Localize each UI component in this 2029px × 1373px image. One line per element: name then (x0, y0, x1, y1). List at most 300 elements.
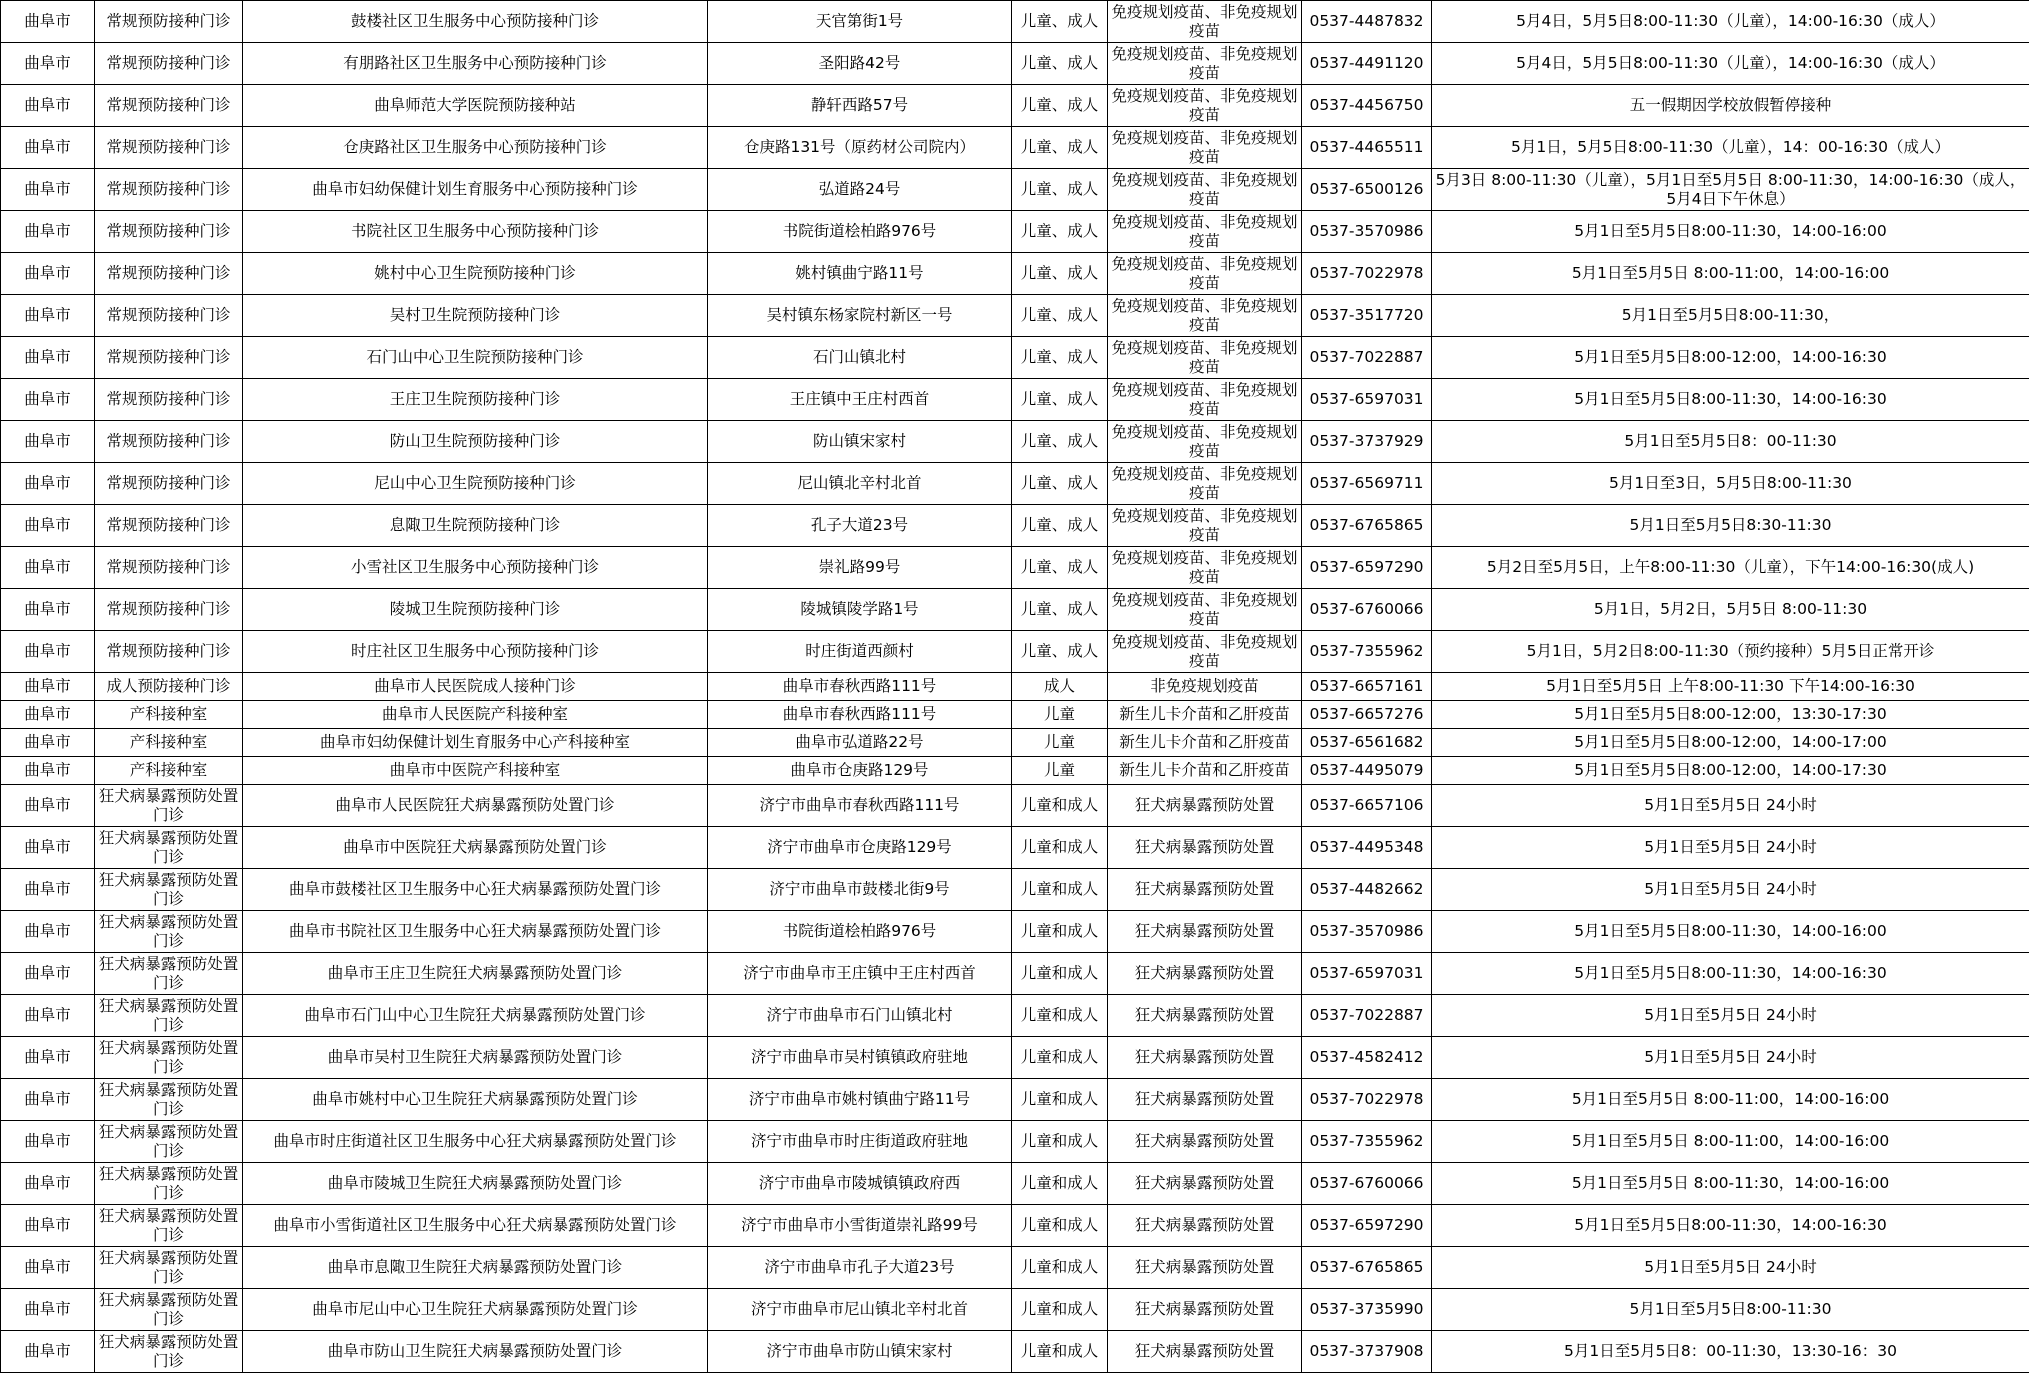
vaccine-type-cell: 免疫规划疫苗、非免疫规划疫苗 (1108, 589, 1302, 631)
clinic-name-cell: 曲阜市王庄卫生院狂犬病暴露预防处置门诊 (243, 953, 708, 995)
table-row (1, 1331, 2029, 1373)
city-cell: 曲阜市 (1, 295, 95, 337)
vaccine-type-cell: 狂犬病暴露预防处置 (1108, 869, 1302, 911)
target-group-cell: 儿童、成人 (1012, 1, 1108, 43)
hours-cell: 5月1日至5月5日8:00-12:00，13:30-17:30 (1432, 701, 2029, 729)
vaccine-type-cell: 免疫规划疫苗、非免疫规划疫苗 (1108, 505, 1302, 547)
phone-cell: 0537-4456750 (1302, 85, 1432, 127)
city-cell: 曲阜市 (1, 995, 95, 1037)
clinic-type-cell: 常规预防接种门诊 (95, 127, 243, 169)
clinic-name-cell: 吴村卫生院预防接种门诊 (243, 295, 708, 337)
address-cell: 静轩西路57号 (708, 85, 1012, 127)
clinic-type-cell: 狂犬病暴露预防处置门诊 (95, 1247, 243, 1289)
table-row (1, 589, 2029, 631)
address-cell: 仓庚路131号（原药材公司院内） (708, 127, 1012, 169)
clinic-name-cell: 曲阜市尼山中心卫生院狂犬病暴露预防处置门诊 (243, 1289, 708, 1331)
hours-cell: 5月1日至5月5日8:00-11:30 (1432, 1289, 2029, 1331)
clinic-name-cell: 曲阜市陵城卫生院狂犬病暴露预防处置门诊 (243, 1163, 708, 1205)
address-cell: 天官第街1号 (708, 1, 1012, 43)
clinic-name-cell: 曲阜市妇幼保健计划生育服务中心产科接种室 (243, 729, 708, 757)
clinic-name-cell: 曲阜市人民医院产科接种室 (243, 701, 708, 729)
city-cell: 曲阜市 (1, 1163, 95, 1205)
clinic-name-cell: 姚村中心卫生院预防接种门诊 (243, 253, 708, 295)
clinic-type-cell: 狂犬病暴露预防处置门诊 (95, 1037, 243, 1079)
table-row (1, 379, 2029, 421)
table-body (1, 1, 2029, 1373)
target-group-cell: 儿童和成人 (1012, 1205, 1108, 1247)
vaccine-type-cell: 狂犬病暴露预防处置 (1108, 995, 1302, 1037)
phone-cell: 0537-3570986 (1302, 911, 1432, 953)
hours-cell: 5月1日至5月5日8:00-11:30，14:00-16:30 (1432, 379, 2029, 421)
city-cell: 曲阜市 (1, 463, 95, 505)
phone-cell: 0537-6597290 (1302, 1205, 1432, 1247)
hours-cell: 5月3日 8:00-11:30（儿童），5月1日至5月5日 8:00-11:30，14:00-16:30（成人，5月4日下午休息） (1432, 169, 2029, 211)
phone-cell: 0537-7355962 (1302, 631, 1432, 673)
phone-cell: 0537-7022887 (1302, 337, 1432, 379)
vaccine-type-cell: 狂犬病暴露预防处置 (1108, 1163, 1302, 1205)
vaccine-type-cell: 免疫规划疫苗、非免疫规划疫苗 (1108, 85, 1302, 127)
city-cell: 曲阜市 (1, 729, 95, 757)
table-row (1, 1247, 2029, 1289)
phone-cell: 0537-6597290 (1302, 547, 1432, 589)
clinic-name-cell: 曲阜市吴村卫生院狂犬病暴露预防处置门诊 (243, 1037, 708, 1079)
target-group-cell: 儿童、成人 (1012, 127, 1108, 169)
clinic-type-cell: 狂犬病暴露预防处置门诊 (95, 1331, 243, 1373)
hours-cell: 5月1日至5月5日8:00-11:30，14:00-16:30 (1432, 1205, 2029, 1247)
address-cell: 圣阳路42号 (708, 43, 1012, 85)
phone-cell: 0537-6561682 (1302, 729, 1432, 757)
clinic-type-cell: 常规预防接种门诊 (95, 589, 243, 631)
table-row (1, 1163, 2029, 1205)
city-cell: 曲阜市 (1, 505, 95, 547)
hours-cell: 5月1日至5月5日 24小时 (1432, 869, 2029, 911)
hours-cell: 5月1日至5月5日8：00-11:30，13:30-16：30 (1432, 1331, 2029, 1373)
target-group-cell: 儿童和成人 (1012, 785, 1108, 827)
address-cell: 曲阜市弘道路22号 (708, 729, 1012, 757)
clinic-type-cell: 常规预防接种门诊 (95, 43, 243, 85)
hours-cell: 5月1日至5月5日8:00-12:00，14:00-17:30 (1432, 757, 2029, 785)
clinic-type-cell: 常规预防接种门诊 (95, 463, 243, 505)
hours-cell: 5月1日，5月2日，5月5日 8:00-11:30 (1432, 589, 2029, 631)
table-row (1, 869, 2029, 911)
table-row (1, 85, 2029, 127)
hours-cell: 5月1日至5月5日 上午8:00-11:30 下午14:00-16:30 (1432, 673, 2029, 701)
clinic-name-cell: 曲阜市小雪街道社区卫生服务中心狂犬病暴露预防处置门诊 (243, 1205, 708, 1247)
clinic-type-cell: 狂犬病暴露预防处置门诊 (95, 1205, 243, 1247)
target-group-cell: 儿童和成人 (1012, 953, 1108, 995)
phone-cell: 0537-7022978 (1302, 253, 1432, 295)
phone-cell: 0537-4491120 (1302, 43, 1432, 85)
city-cell: 曲阜市 (1, 421, 95, 463)
hours-cell: 5月1日至5月5日 8:00-11:00，14:00-16:00 (1432, 253, 2029, 295)
target-group-cell: 儿童和成人 (1012, 827, 1108, 869)
vaccine-type-cell: 免疫规划疫苗、非免疫规划疫苗 (1108, 337, 1302, 379)
phone-cell: 0537-3737908 (1302, 1331, 1432, 1373)
vaccine-type-cell: 狂犬病暴露预防处置 (1108, 785, 1302, 827)
target-group-cell: 儿童、成人 (1012, 505, 1108, 547)
hours-cell: 5月1日至5月5日 24小时 (1432, 995, 2029, 1037)
clinic-name-cell: 曲阜市中医院产科接种室 (243, 757, 708, 785)
address-cell: 王庄镇中王庄村西首 (708, 379, 1012, 421)
address-cell: 陵城镇陵学路1号 (708, 589, 1012, 631)
clinic-type-cell: 狂犬病暴露预防处置门诊 (95, 1121, 243, 1163)
target-group-cell: 儿童、成人 (1012, 85, 1108, 127)
clinic-name-cell: 曲阜市妇幼保健计划生育服务中心预防接种门诊 (243, 169, 708, 211)
clinic-type-cell: 狂犬病暴露预防处置门诊 (95, 995, 243, 1037)
hours-cell: 5月1日至5月5日 24小时 (1432, 827, 2029, 869)
table-row (1, 827, 2029, 869)
vaccine-type-cell: 免疫规划疫苗、非免疫规划疫苗 (1108, 43, 1302, 85)
address-cell: 曲阜市春秋西路111号 (708, 673, 1012, 701)
target-group-cell: 儿童、成人 (1012, 295, 1108, 337)
clinic-name-cell: 曲阜市防山卫生院狂犬病暴露预防处置门诊 (243, 1331, 708, 1373)
clinic-type-cell: 狂犬病暴露预防处置门诊 (95, 785, 243, 827)
vaccine-type-cell: 免疫规划疫苗、非免疫规划疫苗 (1108, 463, 1302, 505)
target-group-cell: 儿童和成人 (1012, 1079, 1108, 1121)
clinic-type-cell: 产科接种室 (95, 701, 243, 729)
address-cell: 防山镇宋家村 (708, 421, 1012, 463)
address-cell: 崇礼路99号 (708, 547, 1012, 589)
vaccine-type-cell: 免疫规划疫苗、非免疫规划疫苗 (1108, 547, 1302, 589)
phone-cell: 0537-4482662 (1302, 869, 1432, 911)
clinic-type-cell: 狂犬病暴露预防处置门诊 (95, 1079, 243, 1121)
address-cell: 济宁市曲阜市石门山镇北村 (708, 995, 1012, 1037)
vaccine-type-cell: 免疫规划疫苗、非免疫规划疫苗 (1108, 1, 1302, 43)
clinic-type-cell: 常规预防接种门诊 (95, 1, 243, 43)
target-group-cell: 儿童 (1012, 757, 1108, 785)
city-cell: 曲阜市 (1, 1205, 95, 1247)
clinic-name-cell: 小雪社区卫生服务中心预防接种门诊 (243, 547, 708, 589)
table-row (1, 463, 2029, 505)
vaccine-type-cell: 新生儿卡介苗和乙肝疫苗 (1108, 757, 1302, 785)
phone-cell: 0537-4582412 (1302, 1037, 1432, 1079)
hours-cell: 5月4日，5月5日8:00-11:30（儿童），14:00-16:30（成人） (1432, 1, 2029, 43)
clinic-name-cell: 曲阜市石门山中心卫生院狂犬病暴露预防处置门诊 (243, 995, 708, 1037)
target-group-cell: 儿童、成人 (1012, 547, 1108, 589)
target-group-cell: 儿童和成人 (1012, 1163, 1108, 1205)
city-cell: 曲阜市 (1, 631, 95, 673)
phone-cell: 0537-4465511 (1302, 127, 1432, 169)
clinic-type-cell: 常规预防接种门诊 (95, 379, 243, 421)
target-group-cell: 儿童、成人 (1012, 589, 1108, 631)
clinic-type-cell: 狂犬病暴露预防处置门诊 (95, 869, 243, 911)
phone-cell: 0537-6765865 (1302, 505, 1432, 547)
phone-cell: 0537-3737929 (1302, 421, 1432, 463)
target-group-cell: 儿童和成人 (1012, 1331, 1108, 1373)
phone-cell: 0537-3517720 (1302, 295, 1432, 337)
phone-cell: 0537-4495079 (1302, 757, 1432, 785)
clinic-name-cell: 石门山中心卫生院预防接种门诊 (243, 337, 708, 379)
vaccine-type-cell: 狂犬病暴露预防处置 (1108, 953, 1302, 995)
clinic-name-cell: 时庄社区卫生服务中心预防接种门诊 (243, 631, 708, 673)
phone-cell: 0537-3570986 (1302, 211, 1432, 253)
phone-cell: 0537-4487832 (1302, 1, 1432, 43)
target-group-cell: 儿童、成人 (1012, 43, 1108, 85)
hours-cell: 5月1日至5月5日 8:00-11:00，14:00-16:00 (1432, 1121, 2029, 1163)
vaccine-type-cell: 新生儿卡介苗和乙肝疫苗 (1108, 729, 1302, 757)
clinic-name-cell: 书院社区卫生服务中心预防接种门诊 (243, 211, 708, 253)
phone-cell: 0537-6760066 (1302, 1163, 1432, 1205)
vaccine-type-cell: 狂犬病暴露预防处置 (1108, 827, 1302, 869)
clinic-type-cell: 常规预防接种门诊 (95, 85, 243, 127)
target-group-cell: 儿童和成人 (1012, 869, 1108, 911)
target-group-cell: 儿童、成人 (1012, 337, 1108, 379)
clinic-type-cell: 狂犬病暴露预防处置门诊 (95, 1289, 243, 1331)
city-cell: 曲阜市 (1, 1247, 95, 1289)
target-group-cell: 儿童和成人 (1012, 1037, 1108, 1079)
hours-cell: 五一假期因学校放假暂停接种 (1432, 85, 2029, 127)
clinic-type-cell: 产科接种室 (95, 757, 243, 785)
city-cell: 曲阜市 (1, 85, 95, 127)
vaccine-type-cell: 免疫规划疫苗、非免疫规划疫苗 (1108, 253, 1302, 295)
target-group-cell: 儿童、成人 (1012, 253, 1108, 295)
hours-cell: 5月1日至5月5日8:00-12:00，14:00-16:30 (1432, 337, 2029, 379)
table-row (1, 547, 2029, 589)
target-group-cell: 儿童、成人 (1012, 421, 1108, 463)
city-cell: 曲阜市 (1, 1, 95, 43)
target-group-cell: 儿童 (1012, 701, 1108, 729)
address-cell: 姚村镇曲宁路11号 (708, 253, 1012, 295)
phone-cell: 0537-6500126 (1302, 169, 1432, 211)
city-cell: 曲阜市 (1, 337, 95, 379)
hours-cell: 5月1日至5月5日8:00-11:30， (1432, 295, 2029, 337)
address-cell: 济宁市曲阜市防山镇宋家村 (708, 1331, 1012, 1373)
clinic-name-cell: 曲阜市时庄街道社区卫生服务中心狂犬病暴露预防处置门诊 (243, 1121, 708, 1163)
address-cell: 孔子大道23号 (708, 505, 1012, 547)
clinic-type-cell: 常规预防接种门诊 (95, 631, 243, 673)
table-row (1, 995, 2029, 1037)
hours-cell: 5月1日，5月2日8:00-11:30（预约接种）5月5日正常开诊 (1432, 631, 2029, 673)
clinic-name-cell: 曲阜市姚村中心卫生院狂犬病暴露预防处置门诊 (243, 1079, 708, 1121)
address-cell: 时庄街道西颜村 (708, 631, 1012, 673)
phone-cell: 0537-6597031 (1302, 953, 1432, 995)
clinic-name-cell: 曲阜市书院社区卫生服务中心狂犬病暴露预防处置门诊 (243, 911, 708, 953)
city-cell: 曲阜市 (1, 827, 95, 869)
clinic-name-cell: 陵城卫生院预防接种门诊 (243, 589, 708, 631)
phone-cell: 0537-6760066 (1302, 589, 1432, 631)
city-cell: 曲阜市 (1, 953, 95, 995)
clinic-name-cell: 曲阜市中医院狂犬病暴露预防处置门诊 (243, 827, 708, 869)
clinic-name-cell: 王庄卫生院预防接种门诊 (243, 379, 708, 421)
city-cell: 曲阜市 (1, 1331, 95, 1373)
clinic-name-cell: 曲阜市息陬卫生院狂犬病暴露预防处置门诊 (243, 1247, 708, 1289)
target-group-cell: 儿童、成人 (1012, 379, 1108, 421)
vaccine-type-cell: 狂犬病暴露预防处置 (1108, 1331, 1302, 1373)
vaccine-type-cell: 免疫规划疫苗、非免疫规划疫苗 (1108, 379, 1302, 421)
address-cell: 书院街道桧柏路976号 (708, 911, 1012, 953)
phone-cell: 0537-6657276 (1302, 701, 1432, 729)
target-group-cell: 成人 (1012, 673, 1108, 701)
vaccine-type-cell: 狂犬病暴露预防处置 (1108, 1247, 1302, 1289)
table-row (1, 1037, 2029, 1079)
city-cell: 曲阜市 (1, 785, 95, 827)
phone-cell: 0537-7022978 (1302, 1079, 1432, 1121)
phone-cell: 0537-6569711 (1302, 463, 1432, 505)
table-row (1, 169, 2029, 211)
address-cell: 石门山镇北村 (708, 337, 1012, 379)
table-row (1, 1, 2029, 43)
table-row (1, 253, 2029, 295)
address-cell: 济宁市曲阜市春秋西路111号 (708, 785, 1012, 827)
address-cell: 书院街道桧柏路976号 (708, 211, 1012, 253)
table-row (1, 211, 2029, 253)
clinic-name-cell: 有朋路社区卫生服务中心预防接种门诊 (243, 43, 708, 85)
vaccine-type-cell: 狂犬病暴露预防处置 (1108, 1289, 1302, 1331)
table-row (1, 631, 2029, 673)
table-row (1, 953, 2029, 995)
target-group-cell: 儿童和成人 (1012, 911, 1108, 953)
city-cell: 曲阜市 (1, 1079, 95, 1121)
phone-cell: 0537-6657106 (1302, 785, 1432, 827)
vaccine-type-cell: 狂犬病暴露预防处置 (1108, 1121, 1302, 1163)
clinic-type-cell: 产科接种室 (95, 729, 243, 757)
address-cell: 济宁市曲阜市时庄街道政府驻地 (708, 1121, 1012, 1163)
table-row (1, 785, 2029, 827)
hours-cell: 5月1日至5月5日8:00-12:00，14:00-17:00 (1432, 729, 2029, 757)
target-group-cell: 儿童 (1012, 729, 1108, 757)
hours-cell: 5月4日，5月5日8:00-11:30（儿童），14:00-16:30（成人） (1432, 43, 2029, 85)
vaccine-type-cell: 免疫规划疫苗、非免疫规划疫苗 (1108, 631, 1302, 673)
city-cell: 曲阜市 (1, 547, 95, 589)
city-cell: 曲阜市 (1, 911, 95, 953)
table-row (1, 757, 2029, 785)
address-cell: 济宁市曲阜市鼓楼北街9号 (708, 869, 1012, 911)
city-cell: 曲阜市 (1, 379, 95, 421)
hours-cell: 5月1日至5月5日8：00-11:30 (1432, 421, 2029, 463)
table-row (1, 505, 2029, 547)
hours-cell: 5月1日至5月5日 24小时 (1432, 1247, 2029, 1289)
city-cell: 曲阜市 (1, 1121, 95, 1163)
clinic-type-cell: 常规预防接种门诊 (95, 169, 243, 211)
city-cell: 曲阜市 (1, 869, 95, 911)
clinic-name-cell: 尼山中心卫生院预防接种门诊 (243, 463, 708, 505)
address-cell: 济宁市曲阜市姚村镇曲宁路11号 (708, 1079, 1012, 1121)
hours-cell: 5月1日至5月5日8:00-11:30，14:00-16:00 (1432, 211, 2029, 253)
table-row (1, 127, 2029, 169)
table-row (1, 1289, 2029, 1331)
vaccine-type-cell: 狂犬病暴露预防处置 (1108, 911, 1302, 953)
target-group-cell: 儿童和成人 (1012, 1247, 1108, 1289)
clinic-name-cell: 息陬卫生院预防接种门诊 (243, 505, 708, 547)
target-group-cell: 儿童和成人 (1012, 995, 1108, 1037)
address-cell: 尼山镇北辛村北首 (708, 463, 1012, 505)
city-cell: 曲阜市 (1, 211, 95, 253)
address-cell: 济宁市曲阜市小雪街道崇礼路99号 (708, 1205, 1012, 1247)
address-cell: 济宁市曲阜市王庄镇中王庄村西首 (708, 953, 1012, 995)
hours-cell: 5月1日至5月5日8:30-11:30 (1432, 505, 2029, 547)
clinic-type-cell: 常规预防接种门诊 (95, 421, 243, 463)
table-row (1, 701, 2029, 729)
table-row (1, 1205, 2029, 1247)
city-cell: 曲阜市 (1, 1289, 95, 1331)
target-group-cell: 儿童、成人 (1012, 211, 1108, 253)
city-cell: 曲阜市 (1, 701, 95, 729)
phone-cell: 0537-6765865 (1302, 1247, 1432, 1289)
city-cell: 曲阜市 (1, 127, 95, 169)
clinic-type-cell: 狂犬病暴露预防处置门诊 (95, 953, 243, 995)
target-group-cell: 儿童和成人 (1012, 1289, 1108, 1331)
clinic-type-cell: 狂犬病暴露预防处置门诊 (95, 911, 243, 953)
vaccine-type-cell: 狂犬病暴露预防处置 (1108, 1079, 1302, 1121)
hours-cell: 5月1日至5月5日8:00-11:30，14:00-16:30 (1432, 953, 2029, 995)
table-row (1, 421, 2029, 463)
clinic-type-cell: 成人预防接种门诊 (95, 673, 243, 701)
address-cell: 济宁市曲阜市仓庚路129号 (708, 827, 1012, 869)
city-cell: 曲阜市 (1, 589, 95, 631)
hours-cell: 5月1日至5月5日 8:00-11:30，14:00-16:00 (1432, 1163, 2029, 1205)
table-row (1, 729, 2029, 757)
address-cell: 济宁市曲阜市孔子大道23号 (708, 1247, 1012, 1289)
address-cell: 济宁市曲阜市尼山镇北辛村北首 (708, 1289, 1012, 1331)
vaccine-type-cell: 免疫规划疫苗、非免疫规划疫苗 (1108, 295, 1302, 337)
clinic-name-cell: 防山卫生院预防接种门诊 (243, 421, 708, 463)
address-cell: 曲阜市春秋西路111号 (708, 701, 1012, 729)
city-cell: 曲阜市 (1, 169, 95, 211)
clinic-type-cell: 常规预防接种门诊 (95, 547, 243, 589)
clinic-type-cell: 常规预防接种门诊 (95, 505, 243, 547)
phone-cell: 0537-4495348 (1302, 827, 1432, 869)
vaccine-type-cell: 非免疫规划疫苗 (1108, 673, 1302, 701)
clinic-name-cell: 曲阜市人民医院狂犬病暴露预防处置门诊 (243, 785, 708, 827)
hours-cell: 5月1日至5月5日 24小时 (1432, 1037, 2029, 1079)
table-row (1, 295, 2029, 337)
phone-cell: 0537-6597031 (1302, 379, 1432, 421)
target-group-cell: 儿童、成人 (1012, 169, 1108, 211)
vaccine-type-cell: 免疫规划疫苗、非免疫规划疫苗 (1108, 211, 1302, 253)
vaccine-type-cell: 免疫规划疫苗、非免疫规划疫苗 (1108, 169, 1302, 211)
hours-cell: 5月1日至5月5日 24小时 (1432, 785, 2029, 827)
vaccine-type-cell: 新生儿卡介苗和乙肝疫苗 (1108, 701, 1302, 729)
table-row (1, 911, 2029, 953)
clinic-name-cell: 曲阜市鼓楼社区卫生服务中心狂犬病暴露预防处置门诊 (243, 869, 708, 911)
address-cell: 吴村镇东杨家院村新区一号 (708, 295, 1012, 337)
address-cell: 济宁市曲阜市陵城镇镇政府西 (708, 1163, 1012, 1205)
city-cell: 曲阜市 (1, 1037, 95, 1079)
table-row (1, 337, 2029, 379)
vaccine-type-cell: 狂犬病暴露预防处置 (1108, 1037, 1302, 1079)
target-group-cell: 儿童、成人 (1012, 631, 1108, 673)
clinic-name-cell: 曲阜市人民医院成人接种门诊 (243, 673, 708, 701)
city-cell: 曲阜市 (1, 757, 95, 785)
vaccine-type-cell: 免疫规划疫苗、非免疫规划疫苗 (1108, 421, 1302, 463)
table-row (1, 673, 2029, 701)
clinic-type-cell: 常规预防接种门诊 (95, 295, 243, 337)
vaccine-type-cell: 免疫规划疫苗、非免疫规划疫苗 (1108, 127, 1302, 169)
phone-cell: 0537-7355962 (1302, 1121, 1432, 1163)
clinic-type-cell: 常规预防接种门诊 (95, 211, 243, 253)
clinic-type-cell: 常规预防接种门诊 (95, 337, 243, 379)
clinic-type-cell: 狂犬病暴露预防处置门诊 (95, 827, 243, 869)
address-cell: 弘道路24号 (708, 169, 1012, 211)
phone-cell: 0537-3735990 (1302, 1289, 1432, 1331)
table-row (1, 1079, 2029, 1121)
city-cell: 曲阜市 (1, 43, 95, 85)
clinic-name-cell: 曲阜师范大学医院预防接种站 (243, 85, 708, 127)
table-row (1, 43, 2029, 85)
hours-cell: 5月2日至5月5日，上午8:00-11:30（儿童），下午14:00-16:30(成人) (1432, 547, 2029, 589)
hours-cell: 5月1日至5月5日 8:00-11:00，14:00-16:00 (1432, 1079, 2029, 1121)
phone-cell: 0537-6657161 (1302, 673, 1432, 701)
address-cell: 济宁市曲阜市吴村镇镇政府驻地 (708, 1037, 1012, 1079)
hours-cell: 5月1日至5月5日8:00-11:30，14:00-16:00 (1432, 911, 2029, 953)
phone-cell: 0537-7022887 (1302, 995, 1432, 1037)
table-row (1, 1121, 2029, 1163)
target-group-cell: 儿童、成人 (1012, 463, 1108, 505)
clinic-name-cell: 鼓楼社区卫生服务中心预防接种门诊 (243, 1, 708, 43)
target-group-cell: 儿童和成人 (1012, 1121, 1108, 1163)
hours-cell: 5月1日至3日，5月5日8:00-11:30 (1432, 463, 2029, 505)
city-cell: 曲阜市 (1, 673, 95, 701)
